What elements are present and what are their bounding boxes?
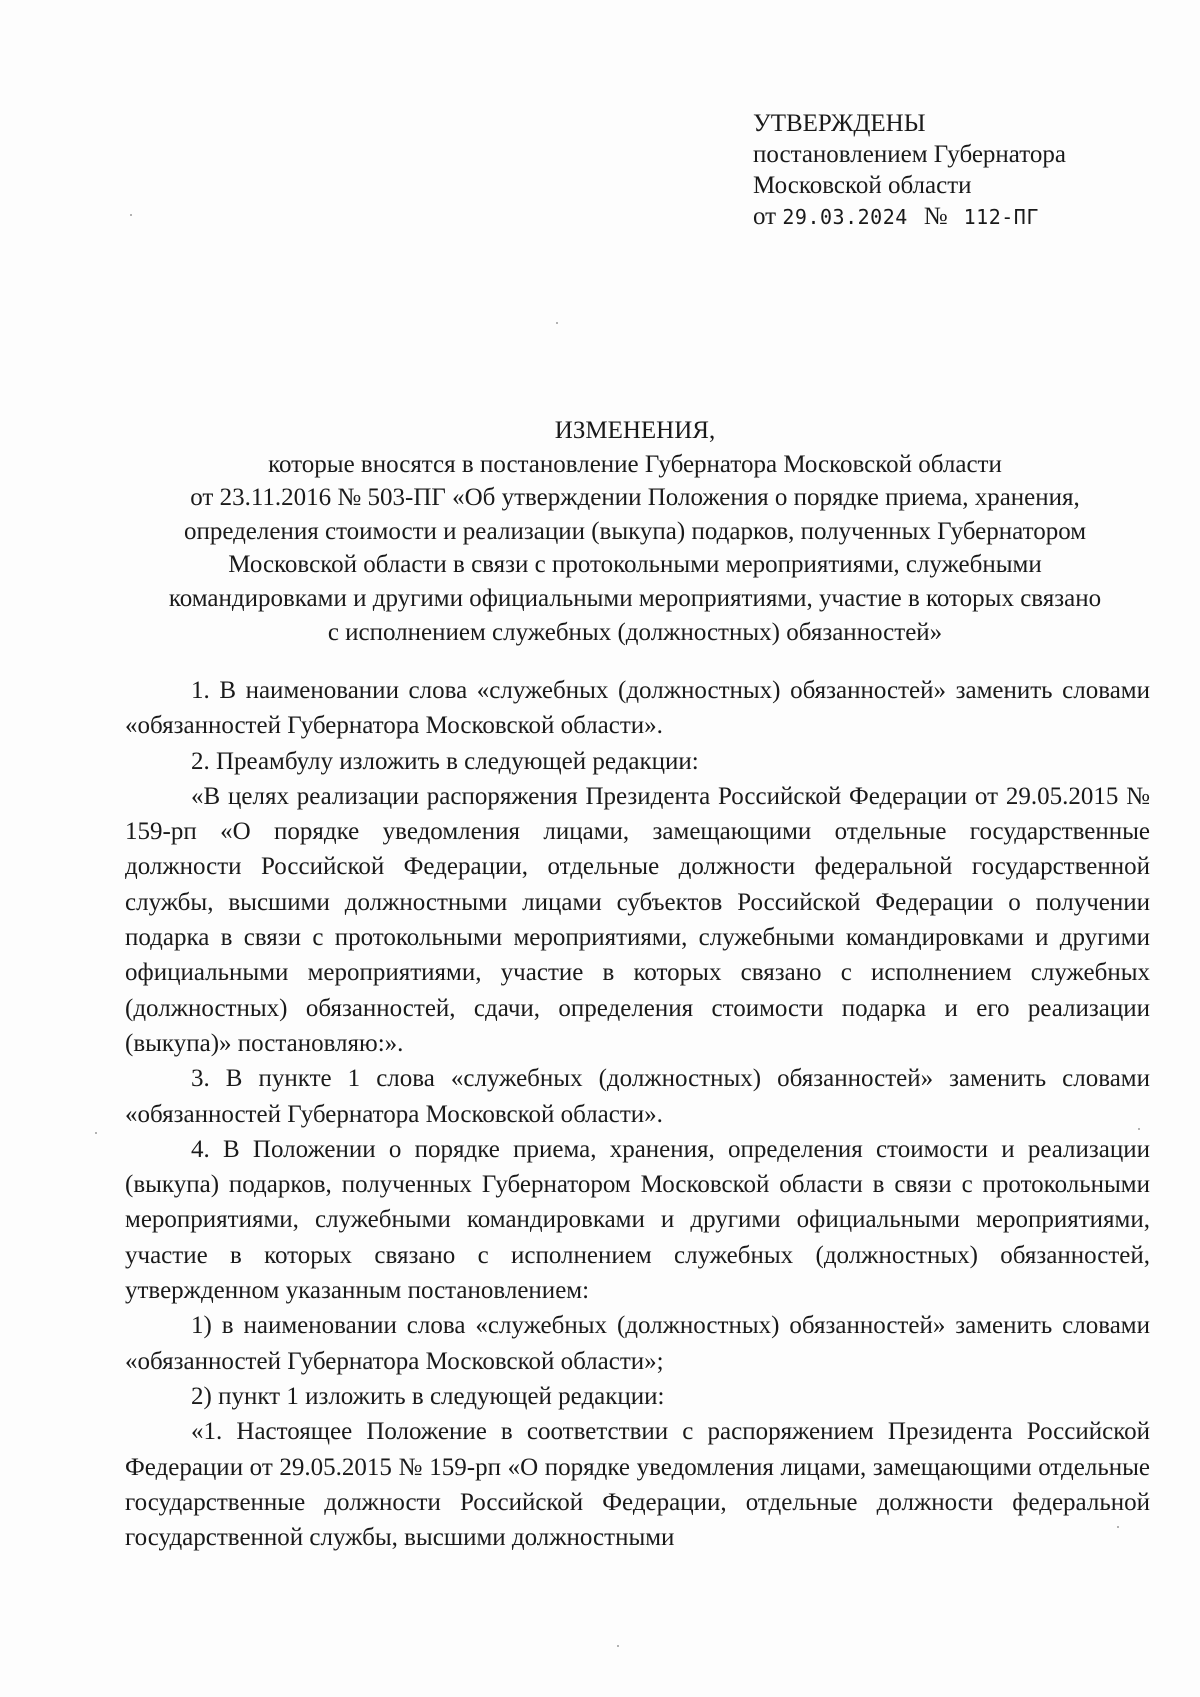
paragraph-subitem-1: 1) в наименовании слова «служебных (должностных) обязанностей» заменить словами «обязанностей Губернатора Московской области»;: [125, 1312, 1150, 1375]
heading-line: командировками и другими официальными мероприятиями, участие в которых связано: [168, 584, 1102, 612]
approval-number-sign: №: [923, 203, 948, 230]
heading-line: с исполнением служебных (должностных) обязанностей»: [327, 618, 943, 646]
document-heading: [120, 414, 1150, 649]
paragraph-subitem-2: 2) пункт 1 изложить в следующей редакции:: [191, 1382, 665, 1410]
approval-region: Московской области: [753, 172, 972, 199]
paragraph-item-4: 4. В Положении о порядке приема, хранения, определения стоимости и реализации (выкупа) подарков, полученных Губернатором Московской области в связи с протокольными мероприятиями, служебными командировками и другими официальными мероприятиями, участие в которых связано с исполнением служебных (должностных) обязанностей, утвержденном указанным постановлением:: [125, 1135, 1150, 1305]
scan-speck: [95, 1132, 97, 1134]
approval-title: УТВЕРЖДЕНЫ: [753, 110, 926, 137]
scan-speck: [617, 1645, 619, 1647]
paragraph-preamble-quote: «В целях реализации распоряжения Президента Российской Федерации от 29.05.2015 № 159-рп «О порядке уведомления лицами, замещающими отдельные государственные должности Российской Федерации, отдельные должности федеральной государственной службы, высшими должностными лицами субъектов Российской Федерации о получении подарка в связи с протокольными мероприятиями, служебными командировками и другими официальными мероприятиями, участие в которых связано с исполнением служебных (должностных) обязанностей, сдачи, определения стоимости подарка и его реализации (выкупа)» постановляю:».: [125, 782, 1150, 1057]
paragraph-item-1: 1. В наименовании слова «служебных (должностных) обязанностей» заменить словами «обязанностей Губернатора Московской области».: [125, 677, 1150, 740]
paragraph-point-1-quote: «1. Настоящее Положение в соответствии с распоряжением Президента Российской Федерации от 29.05.2015 № 159-рп «О порядке уведомления лицами, замещающими отдельные государственные должности Российской Федерации, отдельные должности федеральной государственной службы, высшими должностными: [125, 1418, 1150, 1552]
approval-date: 29.03.2024: [782, 205, 908, 229]
approval-number: 112-ПГ: [963, 205, 1039, 229]
heading-line: Московской области в связи с протокольными мероприятиями, служебными: [228, 551, 1042, 579]
approval-authority: постановлением Губернатора: [753, 141, 1066, 168]
paragraph-item-3: 3. В пункте 1 слова «служебных (должностных) обязанностей» заменить словами «обязанностей Губернатора Московской области».: [125, 1065, 1150, 1128]
approval-date-line: [753, 201, 1066, 233]
heading-line: от 23.11.2016 № 503-ПГ «Об утверждении Положения о порядке приема, хранения,: [190, 484, 1080, 512]
scan-speck: [1138, 1128, 1140, 1130]
scan-speck: [556, 322, 558, 324]
scan-speck: [130, 214, 132, 216]
heading-line: которые вносятся в постановление Губернатора Московской области: [268, 450, 1002, 478]
heading-title: ИЗМЕНЕНИЯ,: [554, 417, 716, 444]
paragraph-item-2: 2. Преамбулу изложить в следующей редакции:: [191, 747, 699, 775]
scan-speck: [1117, 1526, 1119, 1528]
approval-stamp-block: [753, 108, 1066, 233]
document-body: [125, 673, 1150, 1555]
approval-date-prefix: от: [753, 203, 777, 230]
heading-line: определения стоимости и реализации (выкупа) подарков, полученных Губернатором: [183, 517, 1087, 545]
